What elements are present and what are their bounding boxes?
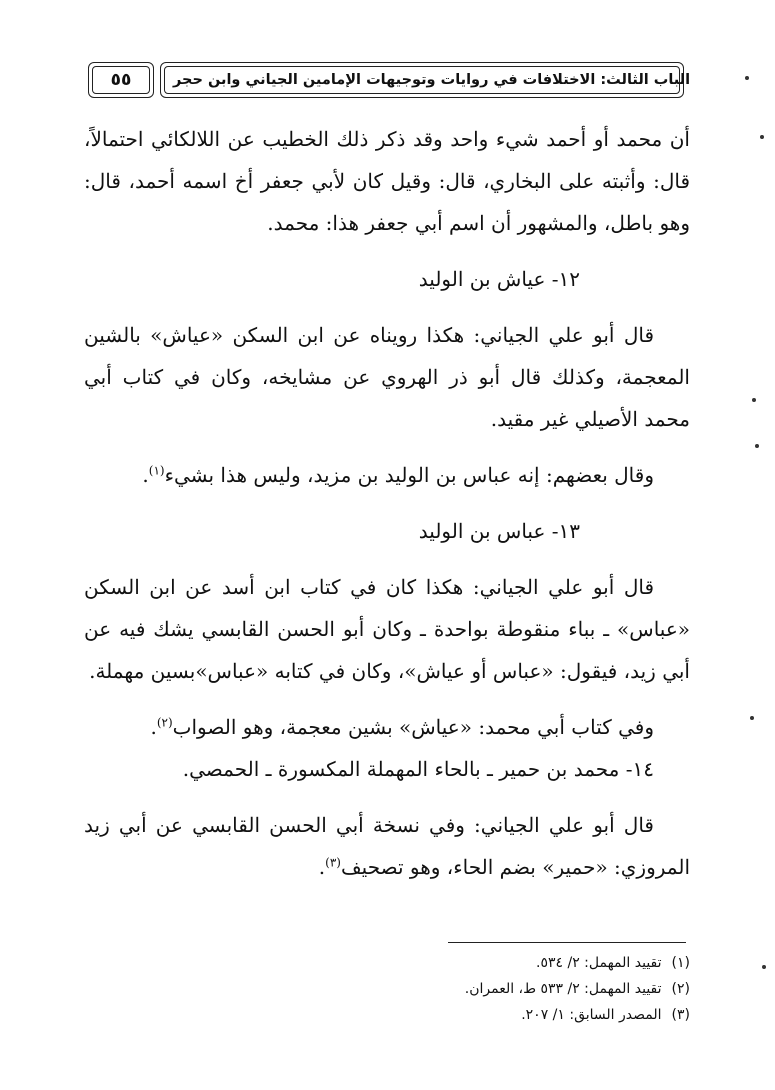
running-title: الباب الثالث: الاختلافات في روايات وتوجيهات الإمامين الجياني وابن حجر [160, 62, 684, 98]
paragraph-6-text: قال أبو علي الجياني: وفي نسخة أبي الحسن القابسي عن أبي زيد المروزي: «حمير» بضم الحاء، وهو تصحيف [84, 813, 690, 879]
paragraph-1: أن محمد أو أحمد شيء واحد وقد ذكر ذلك الخطيب عن اللالكائي احتمالاً، قال: وأثبته على البخاري، قال: وقيل كان لأبي جعفر أخ اسمه أحمد، قال: وهو باطل، والمشهور أن اسم أبي جعفر هذا: محمد. [84, 127, 690, 235]
paragraph-6: قال أبو علي الجياني: وفي نسخة أبي الحسن القابسي عن أبي زيد المروزي: «حمير» بضم الحاء، وهو تصحيف$^{(٣)}$. [84, 813, 690, 879]
footnote-ref-2: (٢) [156, 715, 173, 730]
paragraph-5: وفي كتاب أبي محمد: «عياش» بشين معجمة، وهو الصواب$^{(٢)}$. [150, 715, 654, 739]
paragraph-2: قال أبو علي الجياني: هكذا رويناه عن ابن السكن «عياش» بالشين المعجمة، وكذلك قال أبو ذر الهروي عن مشايخه، وكان في كتاب أبي محمد الأصيلي غير مقيد. [84, 323, 690, 431]
footnote-number: (٢) [671, 981, 690, 997]
footnote-3 [300, 1002, 690, 1028]
footnote-text: تقييد المهمل: ٢/ ٥٣٤. [536, 955, 662, 971]
paragraph-3-text: وقال بعضهم: إنه عباس بن الوليد بن مزيد، وليس هذا بشيء [164, 463, 654, 487]
footnote-ref-3: (٣) [325, 855, 341, 870]
scan-speck [760, 135, 764, 139]
paragraph-4: قال أبو علي الجياني: هكذا كان في كتاب ابن أسد عن ابن السكن «عباس» ـ بباء منقوطة بواحدة ـ وكان أبو الحسن القابسي يشك فيه عن أبي زيد، فيقول: «عباس أو عياش»، وكان في كتابه «عباس»بسين مهملة. [84, 575, 690, 683]
paragraph-5-text: وفي كتاب أبي محمد: «عياش» بشين معجمة، وهو الصواب [172, 715, 654, 739]
footnote-2 [300, 976, 690, 1002]
entry-heading-13: ١٣- عباس بن الوليد [418, 519, 580, 543]
main-text [84, 118, 690, 888]
scan-speck [755, 444, 759, 448]
footnotes [300, 950, 690, 1028]
scan-speck [745, 76, 749, 80]
scan-speck [762, 965, 766, 969]
page-number: ٥٥ [88, 62, 154, 98]
footnote-text: تقييد المهمل: ٢/ ٥٣٣ ط، العمران. [464, 981, 662, 997]
footnote-number: (١) [671, 955, 690, 971]
footnote-separator [448, 942, 686, 943]
scan-speck [750, 716, 754, 720]
entry-heading-12: ١٢- عياش بن الوليد [418, 267, 580, 291]
footnote-1 [300, 950, 690, 976]
page-header [88, 58, 691, 104]
footnote-ref-1: (١) [148, 463, 165, 478]
footnote-number: (٣) [671, 1007, 690, 1023]
footnote-text: المصدر السابق: ١/ ٢٠٧. [521, 1007, 662, 1023]
entry-heading-14: ١٤- محمد بن حمير ـ بالحاء المهملة المكسورة ـ الحمصي. [182, 757, 654, 781]
scan-speck [752, 398, 756, 402]
paragraph-3: وقال بعضهم: إنه عباس بن الوليد بن مزيد، وليس هذا بشيء$^{(١)}$. [142, 463, 654, 487]
